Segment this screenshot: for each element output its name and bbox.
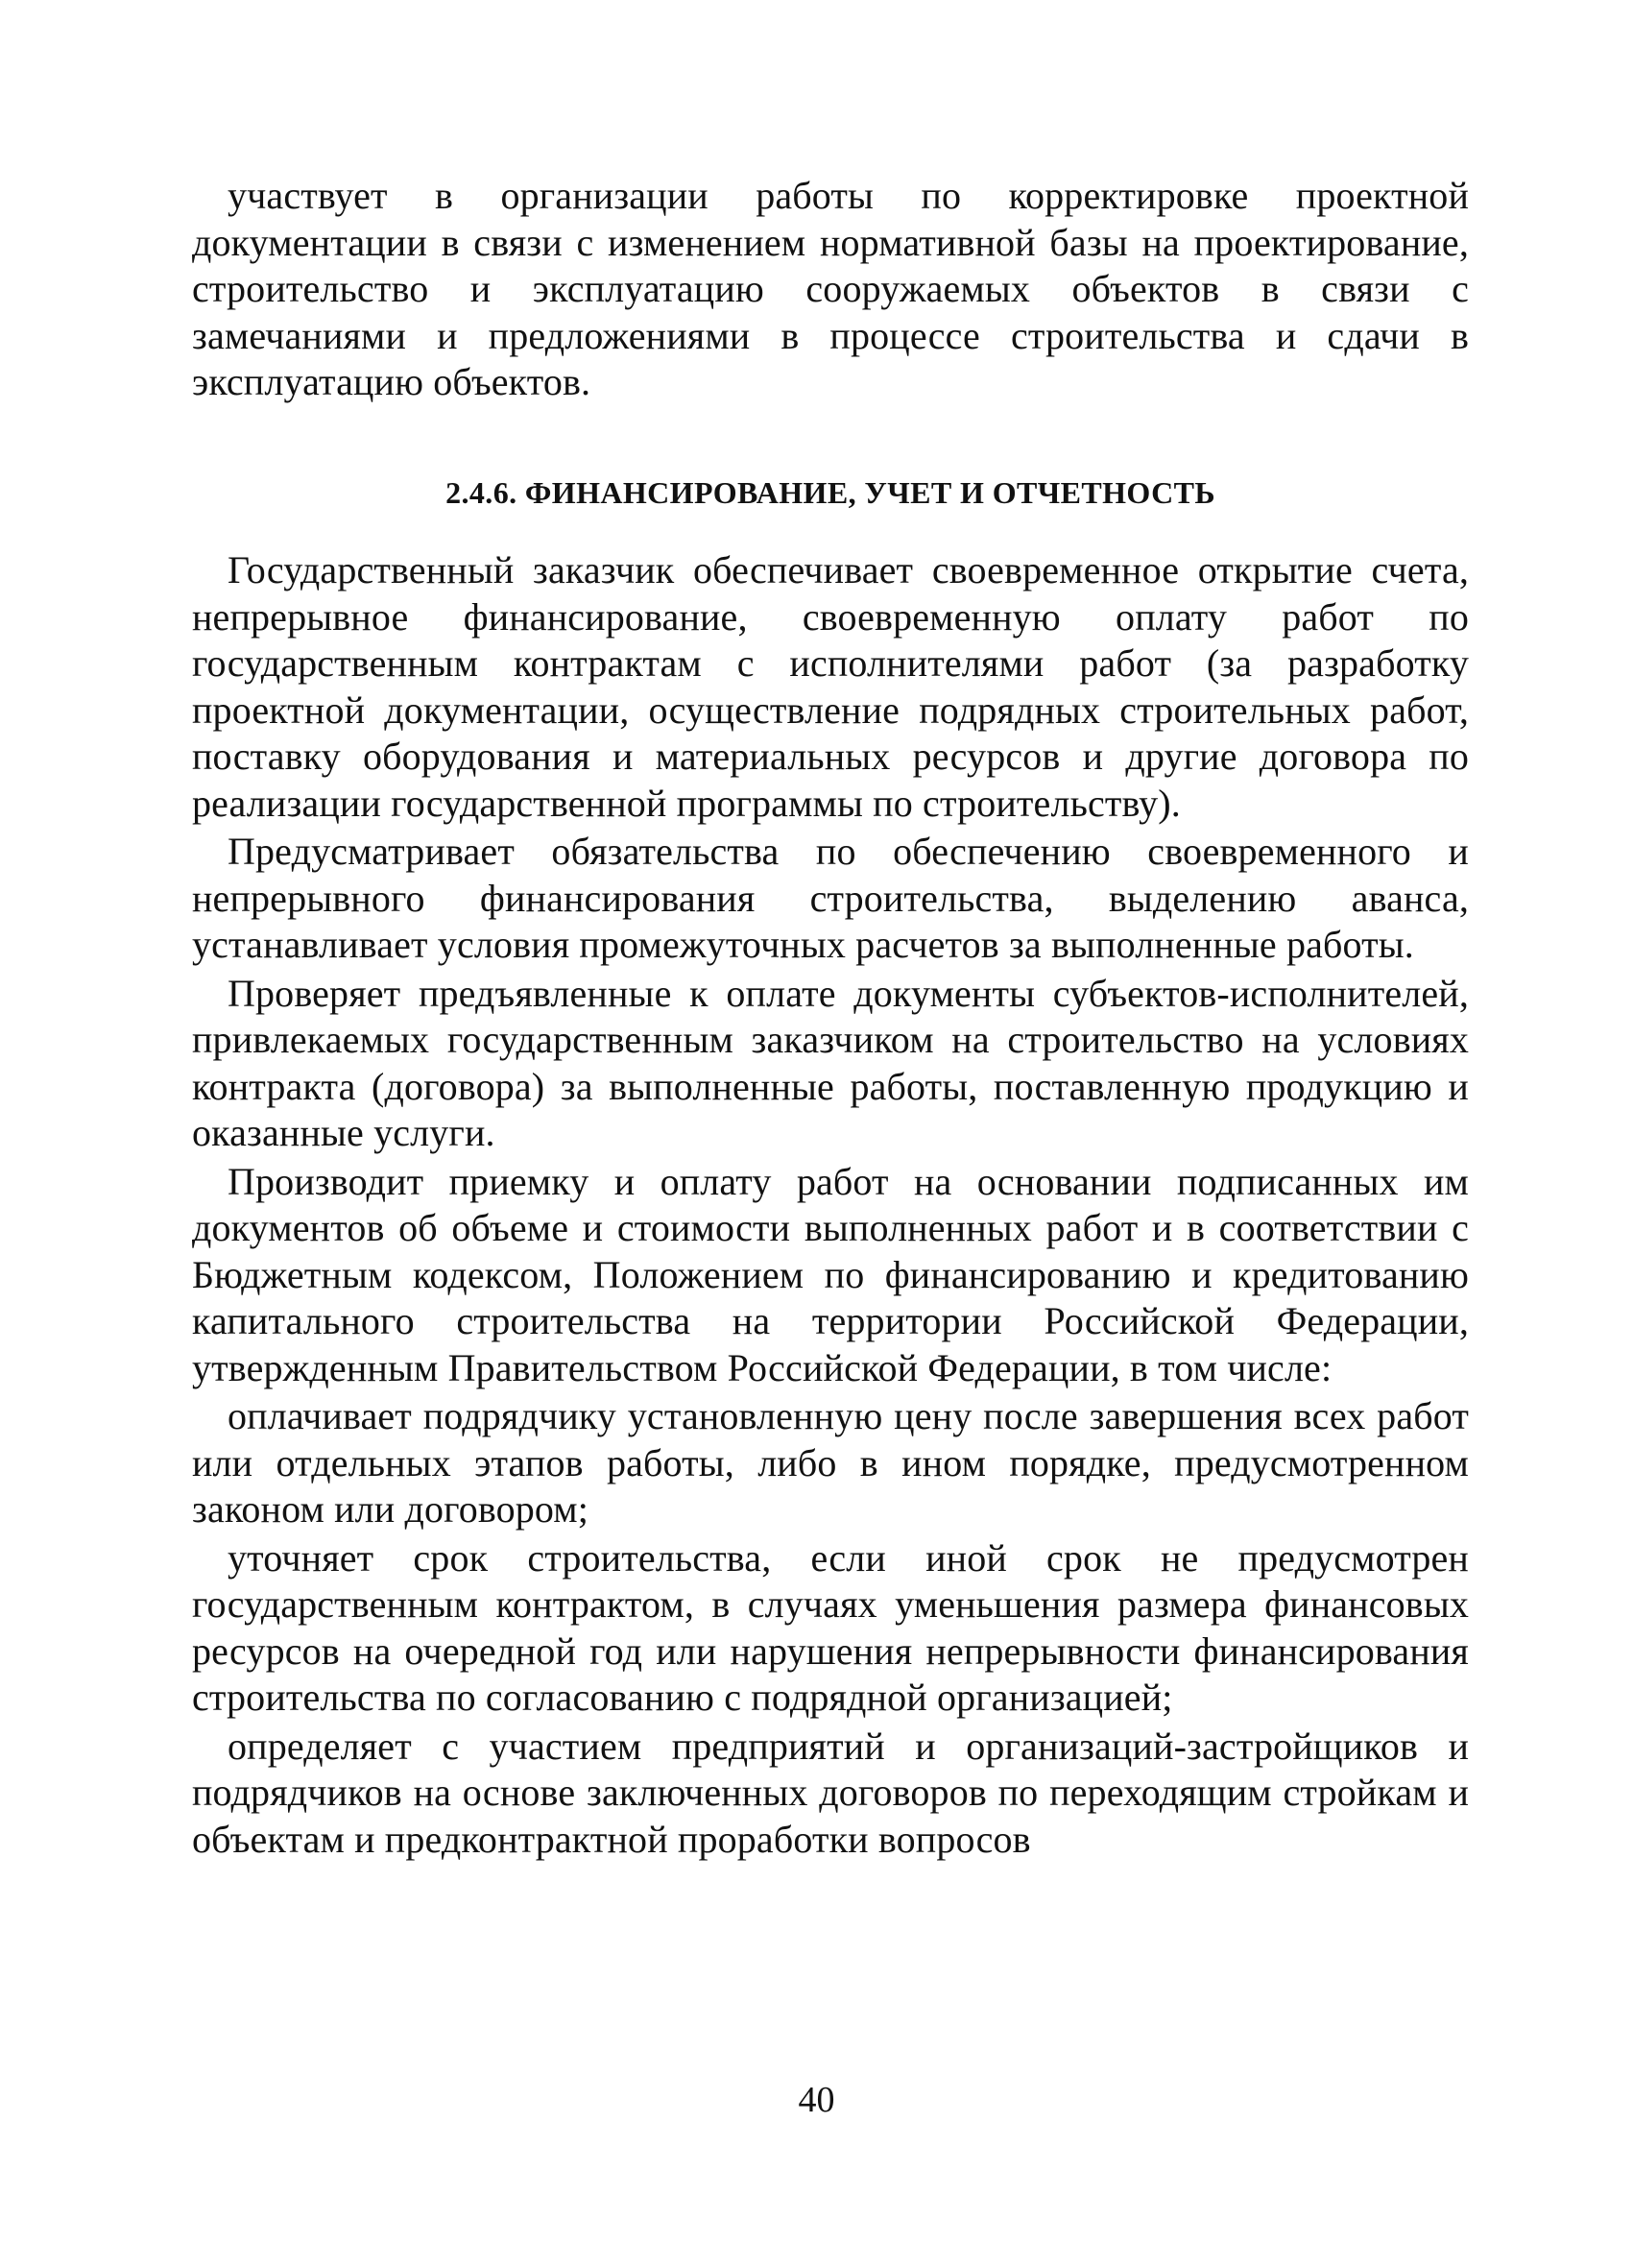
paragraph: Производит приемку и оплату работ на основании подписанных им документов об объеме и стоимости выполненных работ и в соответствии с Бюджетным кодексом, Положением по финансированию и кредитованию капитального строительства на территории Российской Федерации, утвержденным Правительством Российской Федерации, в том числе:	[192, 1159, 1469, 1389]
list-paragraph: уточняет срок строительства, если иной срок не предусмотрен государственным контрактом, в случаях уменьшения размера финансовых ресурсов на очередной год или нарушения непрерывности финансирования строительства по согласованию с подрядной организацией;	[192, 1535, 1469, 1719]
continued-paragraph: участвует в организации работы по корректировке проектной документации в связи с изменением нормативной базы на проектирование, строительство и эксплуатацию сооружаемых объектов в связи с замечаниями и предложениями в процессе строительства и сдачи в эксплуатацию объектов.	[192, 174, 1469, 403]
section-heading: 2.4.6. ФИНАНСИРОВАНИЕ, УЧЕТ И ОТЧЕТНОСТЬ	[445, 475, 1215, 510]
body-text	[192, 547, 1469, 1865]
continued-paragraph-block	[192, 173, 1469, 408]
list-paragraph: определяет с участием предприятий и организаций-застройщиков и подрядчиков на основе заключенных договоров по переходящим стройкам и объектам и предконтрактной проработки вопросов	[192, 1724, 1469, 1861]
paragraph: Предусматривает обязательства по обеспечению своевременного и непрерывного финансирования строительства, выделению аванса, устанавливает условия промежуточных расчетов за выполненные работы.	[192, 830, 1469, 966]
paragraph: Проверяет предъявленные к оплате документы субъектов-исполнителей, привлекаемых государственным заказчиком на строительство на условиях контракта (договора) за выполненные работы, поставленную продукцию и оказанные услуги.	[192, 971, 1469, 1154]
paragraph: Государственный заказчик обеспечивает своевременное открытие счета, непрерывное финансирование, своевременную оплату работ по государственным контрактам с исполнителями работ (за разработку проектной документации, осуществление подрядных строительных работ, поставку оборудования и материальных ресурсов и другие договора по реализации государственной программы по строительству).	[192, 548, 1469, 825]
list-paragraph: оплачивает подрядчику установленную цену после завершения всех работ или отдельных этапов работы, либо в ином порядке, предусмотренном законом или договором;	[192, 1394, 1469, 1531]
page-number: 40	[798, 2080, 835, 2120]
